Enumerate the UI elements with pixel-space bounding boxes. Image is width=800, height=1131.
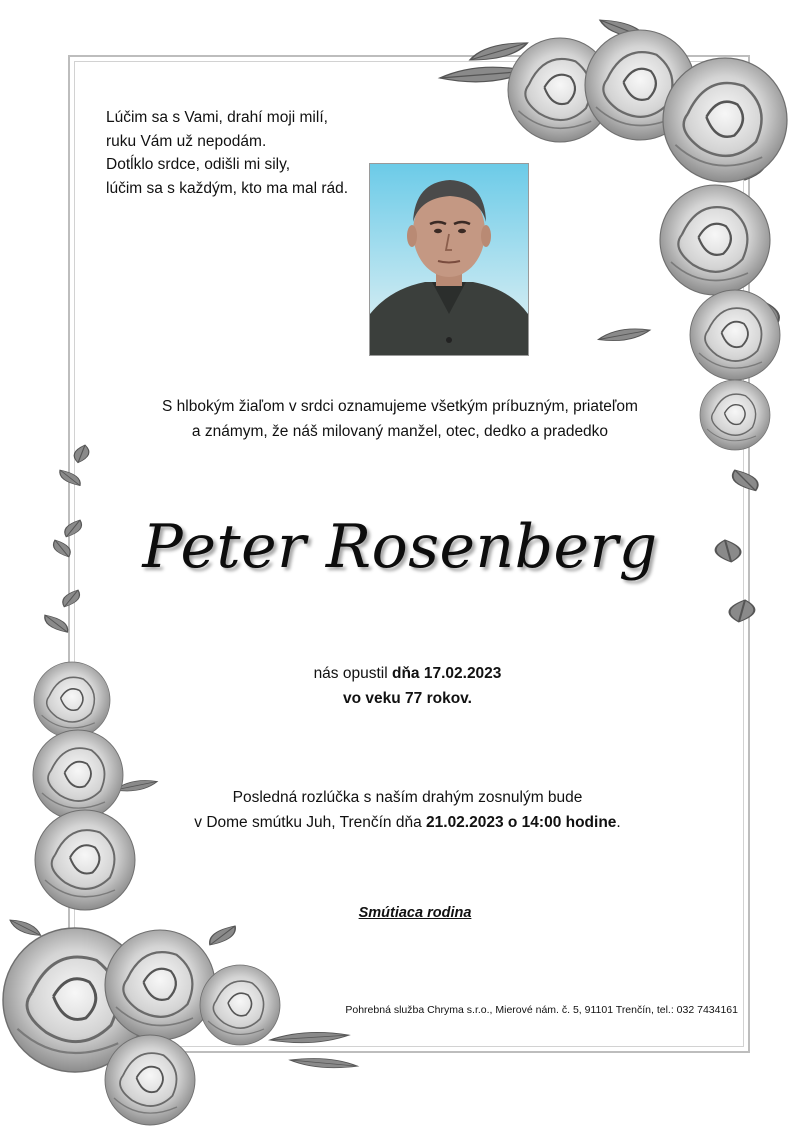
- funeral-suffix: .: [616, 814, 621, 831]
- announcement-line: a známym, že náš milovaný manžel, otec, dedko a pradedko: [191, 423, 609, 440]
- roses-top-right: [508, 30, 787, 450]
- death-date-line: [100, 661, 715, 686]
- death-date: dňa 17.02.2023: [391, 665, 502, 682]
- funeral-service-footer: Pohrebná služba Chryma s.r.o., Mierové nám. č. 5, 91101 Trenčín, tel.: 032 7434161: [345, 1004, 738, 1016]
- death-info: [100, 661, 715, 711]
- roses-bottom-left: [3, 662, 280, 1125]
- funeral-datetime: 21.02.2023 o 14:00 hodine: [426, 814, 617, 831]
- portrait-illustration: [370, 164, 528, 355]
- poem-line: Dotĺklo srdce, odišli mi sily,: [106, 156, 291, 173]
- poem-line: ruku Vám už nepodám.: [106, 132, 267, 150]
- poem-line: Lúčim sa s Vami, drahí moji milí,: [106, 109, 328, 126]
- poem: [106, 106, 366, 200]
- death-prefix: nás opustil: [313, 665, 392, 682]
- funeral-place: v Dome smútku Juh, Trenčín dňa: [194, 814, 427, 831]
- funeral-info: [100, 785, 715, 835]
- funeral-line-details: [100, 810, 715, 835]
- announcement-line: S hlbokým žiaľom v srdci oznamujeme všetkým príbuzným, priateľom: [162, 398, 638, 415]
- funeral-line: Posledná rozlúčka s naším drahým zosnulým bude: [232, 789, 583, 806]
- poem-line: lúčim sa s každým, kto ma mal rád.: [106, 179, 349, 197]
- death-age: vo veku 77 rokov.: [343, 690, 472, 707]
- portrait-photo: [369, 163, 529, 356]
- deceased-name: Peter Rosenberg: [142, 512, 658, 582]
- family-signature: Smútiaca rodina: [358, 905, 472, 921]
- announcement-text: [100, 394, 700, 444]
